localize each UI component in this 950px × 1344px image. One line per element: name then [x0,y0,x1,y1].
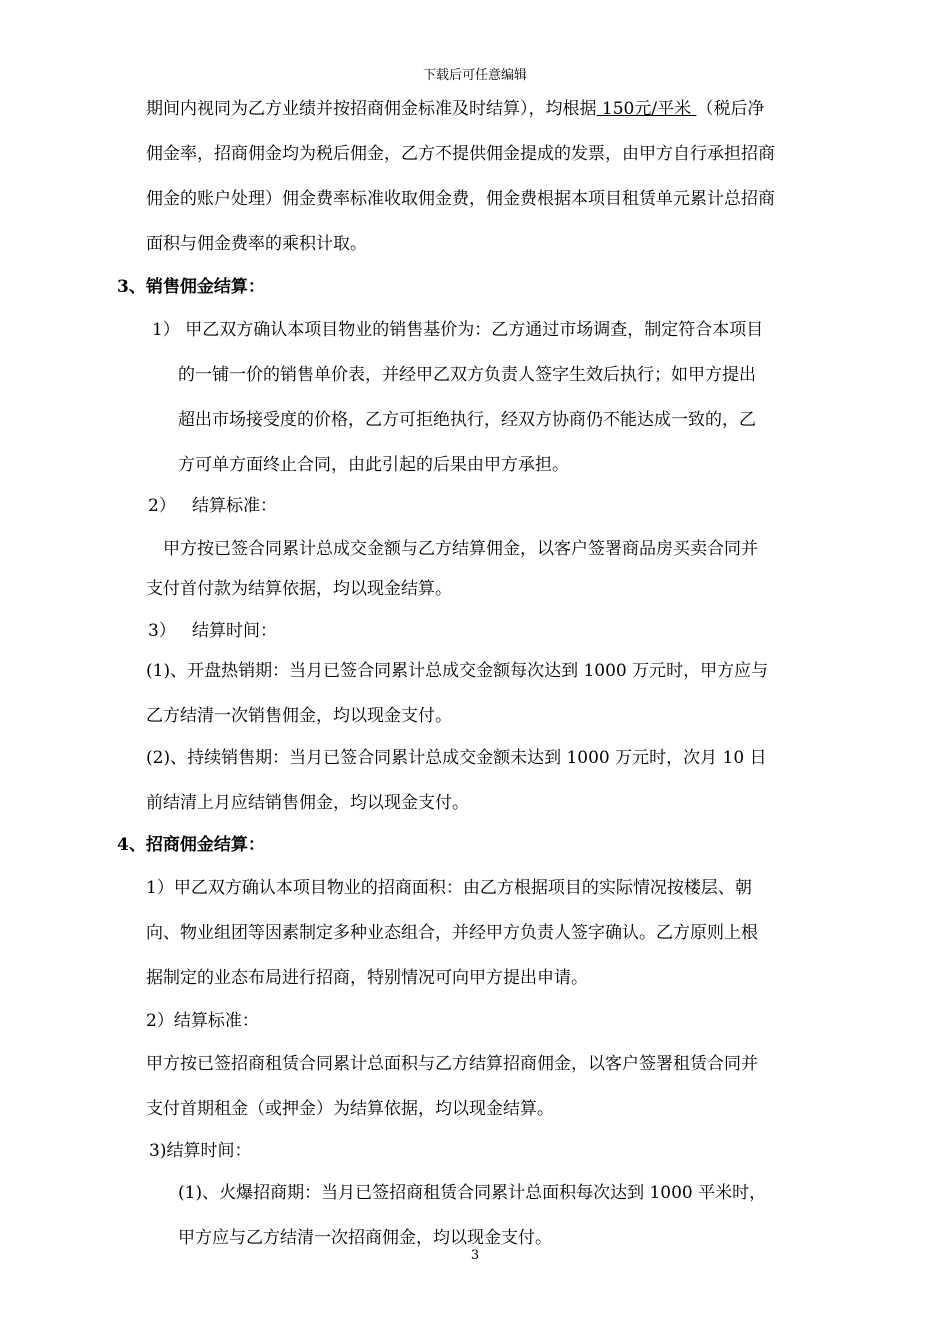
paragraph-line: (2)、持续销售期：当月已签合同累计总成交金额未达到 1000 万元时，次月 10 日 [146,748,767,768]
page-number: 3 [470,1248,480,1263]
paragraph-line: (1)、开盘热销期：当月已签合同累计总成交金额每次达到 1000 万元时，甲方应与 [146,661,769,681]
paragraph-line: 甲方按已签招商租赁合同累计总面积与乙方结算招商佣金，以客户签署租赁合同并 [146,1054,758,1074]
paragraph-line: 佣金率，招商佣金均为税后佣金，乙方不提供佣金提成的发票，由甲方自行承担招商 [146,144,775,164]
list-item-line: 向、物业组团等因素制定多种业态组合，并经甲方负责人签字确认。乙方原则上根 [146,923,758,943]
paragraph-line: 甲方应与乙方结清一次招商佣金，均以现金支付。 [178,1228,552,1248]
list-item-line: 据制定的业态布局进行招商，特别情况可向甲方提出申请。 [146,968,588,988]
list-item: 1）甲乙双方确认本项目物业的招商面积：由乙方根据项目的实际情况按楼层、朝 [146,878,752,898]
paragraph-line: 乙方结清一次销售佣金，均以现金支付。 [146,706,452,726]
paragraph-line: (1)、火爆招商期：当月已签招商租赁合同累计总面积每次达到 1000 平米时， [178,1183,767,1203]
section-heading: 3、销售佣金结算： [117,277,265,297]
list-item-line: 方可单方面终止合同，由此引起的后果由甲方承担。 [178,455,569,475]
list-item: 1） 甲乙双方确认本项目物业的销售基价为：乙方通过市场调查，制定符合本项目 [152,320,764,340]
list-item: 2） 结算标准： [148,496,278,516]
page-header: 下载后可任意编辑 [422,68,527,83]
paragraph-line: 前结清上月应结销售佣金，均以现金支付。 [146,793,469,813]
paragraph-line: 面积与佣金费率的乘积计取。 [146,234,367,254]
text-run: （税后净 [696,99,765,119]
text-run: 期间内视同为乙方业绩并按招商佣金标准及时结算），均根据 [146,99,597,119]
paragraph-line [146,98,764,120]
list-item: 3） 结算时间： [148,621,278,641]
paragraph-line: 佣金的账户处理）佣金费率标准收取佣金费，佣金费根据本项目租赁单元累计总招商 [146,189,775,209]
commission-rate: 150元/平米 [596,99,697,119]
list-item-line: 超出市场接受度的价格，乙方可拒绝执行，经双方协商仍不能达成一致的，乙 [178,410,756,430]
list-item-line: 的一铺一价的销售单价表，并经甲乙双方负责人签字生效后执行；如甲方提出 [178,365,756,385]
section-heading: 4、招商佣金结算： [117,835,265,855]
list-item: 2）结算标准： [146,1011,259,1031]
paragraph-line: 甲方按已签合同累计总成交金额与乙方结算佣金，以客户签署商品房买卖合同并 [163,539,758,559]
list-item: 3)结算时间： [149,1141,252,1161]
paragraph-line: 支付首付款为结算依据，均以现金结算。 [146,579,452,599]
paragraph-line: 支付首期租金（或押金）为结算依据，均以现金结算。 [146,1099,554,1119]
